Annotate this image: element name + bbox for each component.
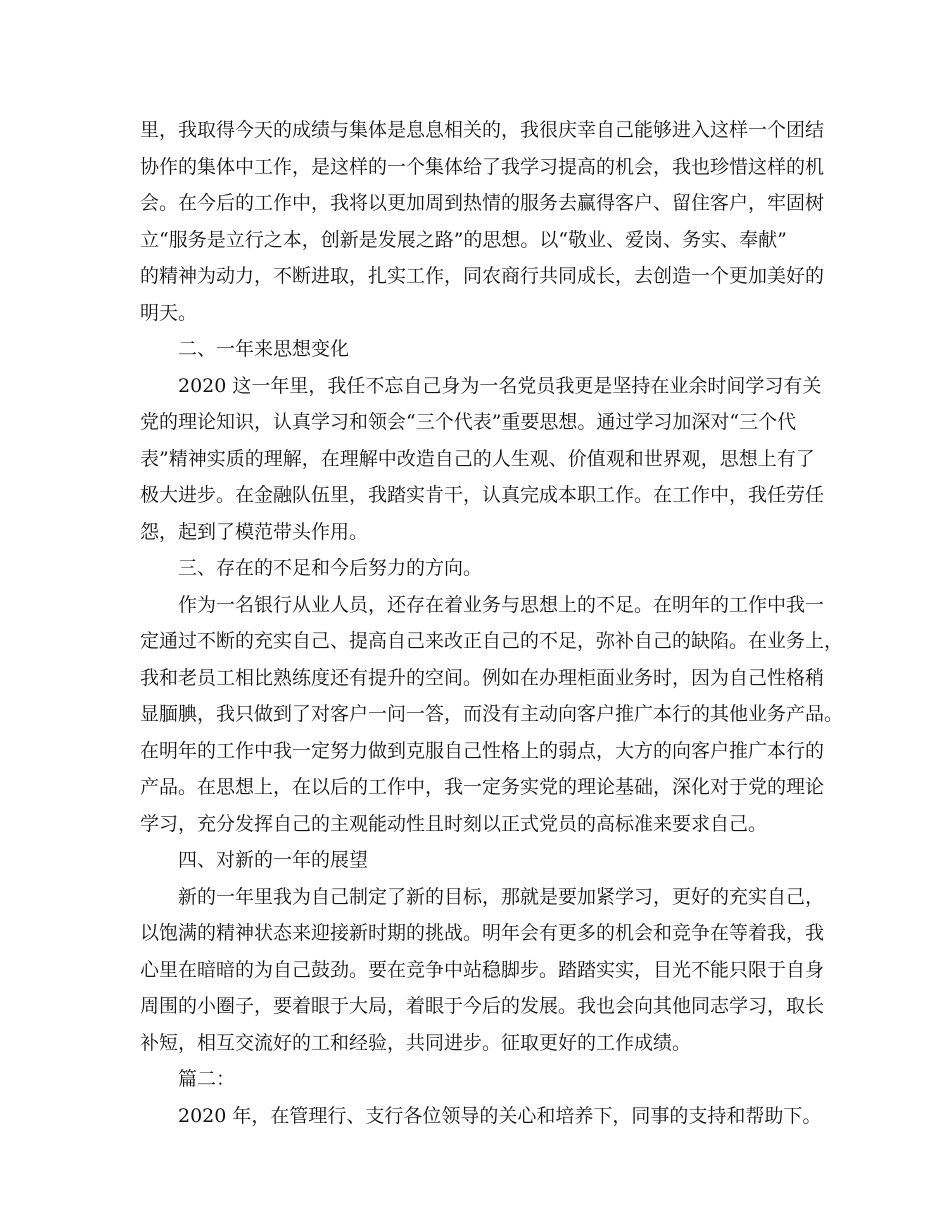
paragraph-line: 怨，起到了模范带头作用。: [140, 520, 369, 543]
section-heading: 二、一年来思想变化: [178, 338, 350, 360]
paragraph-line: 显腼腆，我只做到了对客户一问一答，而没有主动向客户推广本行的其他业务产品。: [140, 703, 844, 725]
paragraph-line: 心里在暗暗的为自己鼓劲。要在竞争中站稳脚步。踏踏实实，目光不能只限于自身: [140, 958, 825, 981]
paragraph-line: 定通过不断的充实自己、提高自己来改正自己的不足，弥补自己的缺陷。在业务上，: [140, 630, 844, 652]
paragraph-line: 党的理论知识，认真学习和领会“三个代表”重要思想。通过学习加深对“三个代: [140, 411, 797, 433]
paragraph-line: 协作的集体中工作，是这样的一个集体给了我学习提高的机会，我也珍惜这样的机: [140, 155, 825, 178]
paragraph-line: 补短，相互交流好的工和经验，共同进步。征取更好的工作成绩。: [140, 1031, 692, 1054]
paragraph-line: 表”精神实质的理解，在理解中改造自己的人生观、价值观和世界观，思想上有了: [140, 447, 815, 470]
paragraph-line: 立“服务是立行之本，创新是发展之路”的思想。以“敬业、爱岗、务实、奉献”: [140, 228, 787, 251]
paragraph-line: 会。在今后的工作中，我将以更加周到热情的服务去赢得客户、留住客户，牢固树: [140, 192, 825, 214]
paragraph-line: 里，我取得今天的成绩与集体是息息相关的，我很庆幸自己能够进入这样一个团结: [140, 119, 825, 141]
paragraph-line: 新的一年里我为自己制定了新的目标，那就是要加紧学习，更好的充实自己，: [178, 885, 825, 908]
document-body: [140, 112, 844, 1134]
paragraph-line: 周围的小圈子，要着眼于大局，着眼于今后的发展。我也会向其他同志学习，取长: [140, 995, 825, 1017]
paragraph-line: 2020 这一年里，我任不忘自己身为一名党员我更是坚持在业余时间学习有关: [178, 374, 822, 397]
section-heading: 篇二：: [178, 1068, 236, 1090]
paragraph-line: 学习，充分发挥自己的主观能动性且时刻以正式党员的高标准来要求自己。: [140, 812, 768, 835]
paragraph-line: 我和老员工相比熟练度还有提升的空间。例如在办理柜面业务时，因为自己性格稍: [140, 666, 825, 689]
paragraph-line: 以饱满的精神状态来迎接新时期的挑战。明年会有更多的机会和竞争在等着我，我: [140, 922, 825, 944]
paragraph-line: 在明年的工作中我一定努力做到克服自己性格上的弱点，大方的向客户推广本行的: [140, 739, 825, 762]
paragraph-line: 极大进步。在金融队伍里，我踏实肯干，认真完成本职工作。在工作中，我任劳任: [140, 484, 825, 506]
paragraph-line: 明天。: [140, 301, 198, 324]
paragraph-line: 产品。在思想上，在以后的工作中，我一定务实党的理论基础，深化对于党的理论: [140, 776, 825, 798]
paragraph-line: 作为一名银行从业人员，还存在着业务与思想上的不足。在明年的工作中我一: [178, 593, 825, 616]
paragraph-line: 2020 年，在管理行、支行各位领导的关心和培养下，同事的支持和帮助下。: [178, 1104, 822, 1127]
section-heading: 三、存在的不足和今后努力的方向。: [178, 557, 483, 579]
paragraph-line: 的精神为动力，不断进取，扎实工作，同农商行共同成长，去创造一个更加美好的: [140, 265, 825, 287]
section-heading: 四、对新的一年的展望: [178, 849, 369, 871]
